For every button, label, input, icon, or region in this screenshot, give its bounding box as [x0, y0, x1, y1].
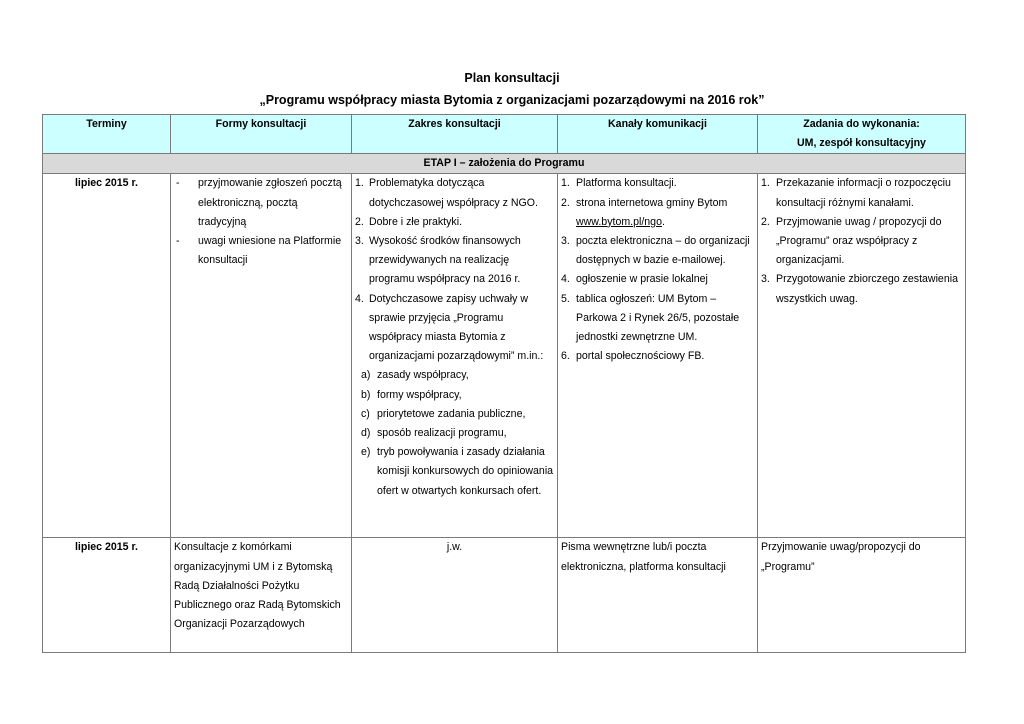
row1-termin: lipiec 2015 r. — [43, 174, 171, 538]
row2-zadania: Przyjmowanie uwag/propozycji do „Programu” — [758, 538, 966, 653]
list-text: tablica ogłoszeń: UM Bytom – Parkowa 2 i Rynek 26/5, pozostałe jednostki zewnętrzne UM. — [576, 292, 740, 344]
table-row — [43, 174, 966, 538]
list-text: ogłoszenie w prasie lokalnej — [576, 273, 708, 286]
sub-list-item — [355, 424, 554, 443]
list-item — [561, 347, 754, 366]
list-text: przyjmowanie zgłoszeń pocztą elektroniczną, pocztą tradycyjną — [198, 177, 342, 228]
list-marker: 1. — [561, 177, 570, 190]
list-marker: 1. — [761, 177, 770, 190]
list-item — [355, 290, 554, 367]
header-zadania-line2: UM, zespół konsultacyjny — [797, 137, 926, 150]
list-marker: 3. — [561, 235, 570, 248]
header-row — [43, 115, 966, 154]
list-marker: 2. — [355, 215, 364, 228]
etap-row — [43, 154, 966, 174]
list-marker: - — [176, 235, 180, 248]
row2-kanaly: Pisma wewnętrzne lub/i poczta elektroniczna, platforma konsultacji — [558, 538, 758, 653]
list-marker: 4. — [561, 273, 570, 286]
header-zadania-line1: Zadania do wykonania: — [803, 118, 920, 130]
list-marker: c) — [361, 407, 370, 420]
list-marker: 1. — [355, 177, 364, 190]
list-text: priorytetowe zadania publiczne, — [377, 407, 526, 420]
list-marker: 6. — [561, 350, 570, 363]
list-text: uwagi wniesione na Platformie konsultacji — [198, 235, 342, 267]
list-marker: 3. — [355, 235, 364, 248]
sub-list-item — [355, 405, 554, 424]
list-item — [355, 174, 554, 212]
list-text: Dobre i złe praktyki. — [369, 215, 463, 228]
etap-label: ETAP I – założenia do Programu — [43, 154, 966, 174]
document-title: Plan konsultacji — [464, 71, 560, 85]
list-item — [761, 213, 962, 271]
list-marker: e) — [361, 446, 371, 459]
list-marker: 4. — [355, 292, 364, 305]
list-text: Wysokość środków finansowych przewidywanych na realizację programu współpracy na 2016 r. — [369, 235, 521, 286]
row2-formy: Konsultacje z komórkami organizacyjnymi UM i z Bytomską Radą Działalności Pożytku Publicznego oraz Radą Bytomskich Organizacji Pozarządowych — [171, 538, 352, 653]
list-marker: 3. — [761, 273, 770, 286]
header-zadania — [758, 115, 966, 154]
list-marker: 2. — [561, 196, 570, 209]
list-marker: 5. — [561, 292, 570, 305]
list-item — [761, 174, 962, 212]
header-zakres: Zakres konsultacji — [352, 115, 558, 154]
list-marker: - — [176, 177, 180, 190]
list-marker: d) — [361, 427, 371, 440]
list-item — [355, 232, 554, 290]
header-terminy: Terminy — [43, 115, 171, 154]
row2-zakres: j.w. — [352, 538, 558, 653]
list-text: Przygotowanie zbiorczego zestawienia wszystkich uwag. — [776, 273, 958, 305]
sub-list-item — [355, 386, 554, 405]
row1-kanaly — [558, 174, 758, 538]
list-item — [561, 174, 754, 193]
list-item — [561, 270, 754, 289]
list-item — [174, 174, 348, 232]
list-text: sposób realizacji programu, — [377, 427, 507, 440]
header-kanaly: Kanały komunikacji — [558, 115, 758, 154]
table-row — [43, 538, 966, 653]
list-marker: a) — [361, 369, 371, 382]
list-item — [761, 270, 962, 308]
sub-list-item — [355, 443, 554, 501]
header-formy: Formy konsultacji — [171, 115, 352, 154]
row2-termin: lipiec 2015 r. — [43, 538, 171, 653]
row1-formy — [171, 174, 352, 538]
document-subtitle: „Programu współpracy miasta Bytomia z organizacjami pozarządowymi na 2016 rok” — [259, 93, 765, 107]
row1-zakres — [352, 174, 558, 538]
list-text: Przekazanie informacji o rozpoczęciu konsultacji różnymi kanałami. — [776, 177, 951, 209]
list-text: tryb powoływania i zasady działania komisji konkursowych do opiniowania ofert w otwartych konkursach ofert. — [377, 446, 554, 497]
list-marker: 2. — [761, 215, 770, 228]
list-text: Dotychczasowe zapisy uchwały w sprawie przyjęcia „Programu współpracy miasta Bytomia z organizacjami pozarządowymi” m.in.: — [369, 292, 544, 363]
list-text: formy współpracy, — [377, 388, 462, 401]
list-item — [561, 194, 754, 232]
list-item — [561, 232, 754, 270]
list-item — [355, 213, 554, 232]
list-text — [576, 194, 754, 232]
list-item — [561, 290, 754, 348]
list-text: poczta elektroniczna – do organizacji dostępnych w bazie e-mailowej. — [576, 235, 750, 267]
list-text: Problematyka dotycząca dotychczasowej współpracy z NGO. — [369, 177, 538, 209]
list-item — [174, 232, 348, 270]
ngo-website-link[interactable]: www.bytom.pl/ngo — [576, 215, 662, 228]
list-text: portal społecznościowy FB. — [576, 350, 705, 363]
consultation-plan-table — [42, 114, 966, 653]
list-text: Platforma konsultacji. — [576, 177, 677, 190]
row1-zadania — [758, 174, 966, 538]
list-marker: b) — [361, 388, 371, 401]
sub-list-item — [355, 366, 554, 385]
kanal-web-text: strona internetowa gminy Bytom — [576, 196, 728, 209]
list-text: zasady współpracy, — [377, 369, 469, 382]
kanal-web-end: . — [661, 215, 665, 228]
list-text: Przyjmowanie uwag / propozycji do „Programu” oraz współpracy z organizacjami. — [776, 215, 942, 267]
